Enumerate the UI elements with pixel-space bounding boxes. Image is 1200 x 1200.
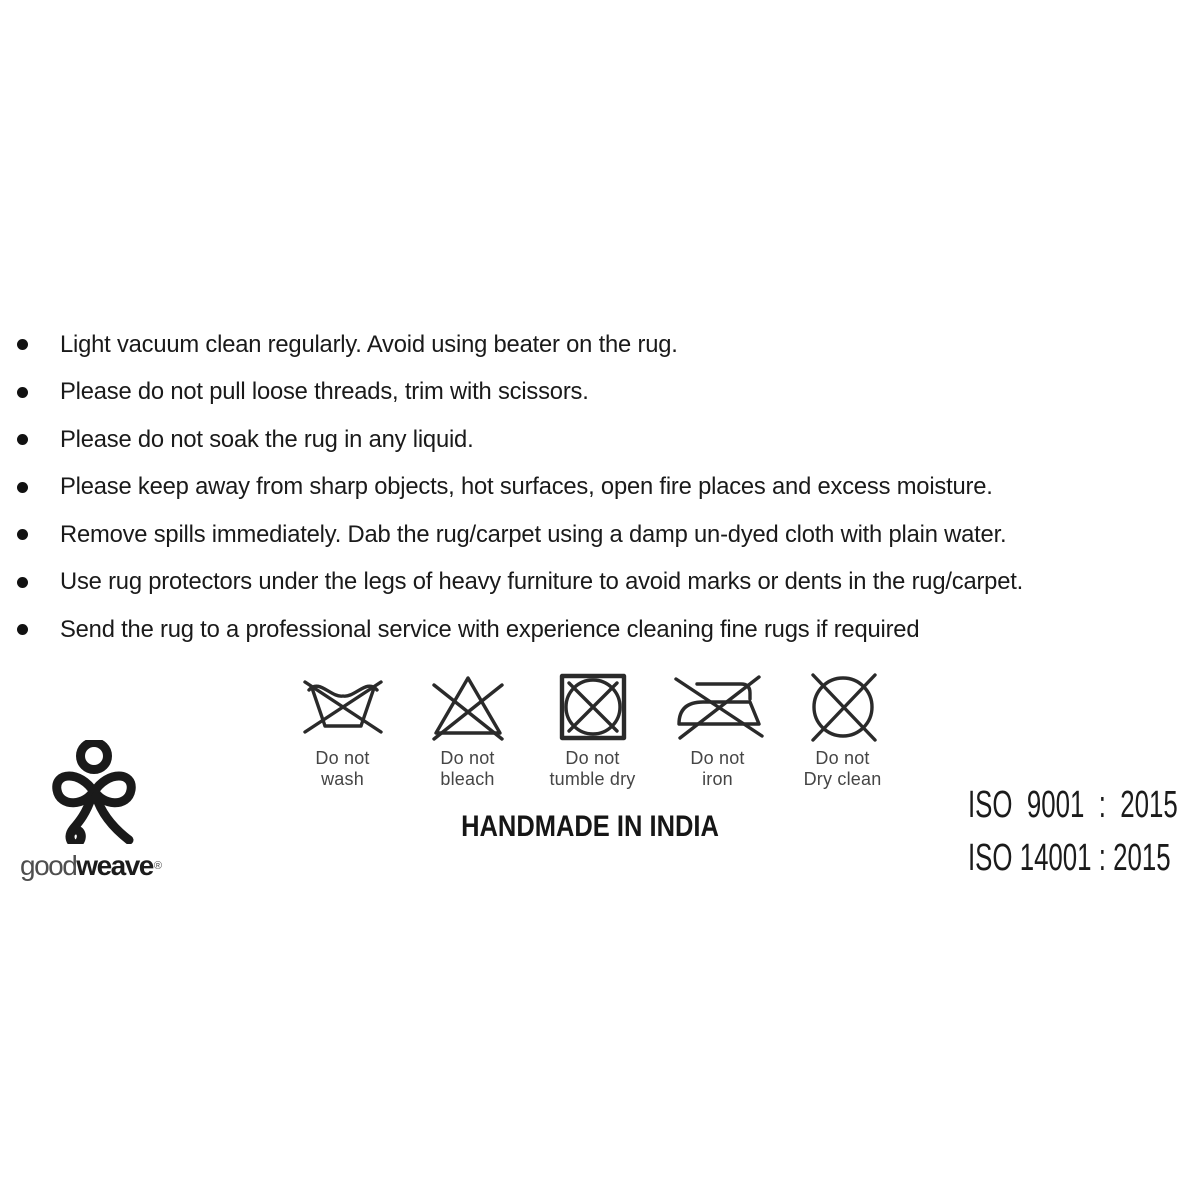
care-instruction-text: Use rug protectors under the legs of heavy furniture to avoid marks or dents in the rug/carpet. [60, 568, 1024, 596]
iso-certifications [968, 779, 1200, 885]
bullet-icon [17, 577, 28, 588]
bullet-icon [17, 482, 28, 493]
bullet-icon [17, 339, 28, 350]
goodweave-wordmark [18, 850, 168, 882]
symbol-label [440, 748, 494, 789]
do-not-bleach-icon [426, 668, 510, 746]
iso-14001-text: ISO 14001 : 2015 [968, 837, 1171, 879]
list-item [0, 321, 1180, 369]
list-item [0, 369, 1180, 417]
symbol-label-line1: Do not [565, 748, 620, 768]
do-not-wash-icon [299, 668, 387, 746]
care-instruction-text: Please do not soak the rug in any liquid. [60, 425, 474, 453]
logo-text-regular: good [20, 850, 77, 881]
symbol-label-line2: wash [321, 768, 364, 789]
care-symbol-do-not-tumble-dry [530, 668, 655, 789]
care-instruction-text: Please do not pull loose threads, trim with scissors. [60, 378, 589, 406]
goodweave-figure-icon [28, 740, 158, 844]
list-item [0, 416, 1180, 464]
symbol-label [315, 748, 369, 789]
symbol-label-line2: bleach [440, 768, 495, 789]
symbol-label-line1: Do not [815, 748, 870, 768]
do-not-tumble-dry-icon [557, 668, 629, 746]
symbol-label-line2: iron [702, 768, 733, 789]
care-instruction-text: Send the rug to a professional service with experience cleaning fine rugs if required [60, 615, 920, 643]
handmade-in-india-text: HANDMADE IN INDIA [461, 810, 719, 843]
bullet-icon [17, 387, 28, 398]
care-instruction-text: Remove spills immediately. Dab the rug/carpet using a damp un-dyed cloth with plain water. [60, 520, 1007, 548]
symbol-label [804, 748, 882, 789]
iso-9001-text: ISO 9001 : 2015 [968, 784, 1178, 826]
care-instructions-list [0, 321, 1180, 654]
symbol-label-line1: Do not [440, 748, 495, 768]
registered-mark: ® [153, 860, 161, 872]
list-item [0, 511, 1180, 559]
do-not-iron-icon [671, 668, 765, 746]
logo-text-bold: weave [76, 850, 153, 881]
goodweave-logo [18, 740, 168, 882]
care-instruction-text: Please keep away from sharp objects, hot surfaces, open fire places and excess moisture. [60, 473, 993, 501]
care-instruction-text: Light vacuum clean regularly. Avoid using beater on the rug. [60, 330, 678, 358]
symbol-label [549, 748, 635, 789]
care-symbols-row [280, 668, 905, 789]
care-symbol-do-not-wash [280, 668, 405, 789]
list-item [0, 606, 1180, 654]
symbol-label [690, 748, 744, 789]
symbol-label-line2: tumble dry [549, 768, 636, 789]
do-not-dry-clean-icon [804, 668, 882, 746]
symbol-label-line1: Do not [315, 748, 370, 768]
symbol-label-line2: Dry clean [803, 768, 882, 789]
bullet-icon [17, 529, 28, 540]
bullet-icon [17, 624, 28, 635]
care-symbol-do-not-iron [655, 668, 780, 789]
list-item [0, 464, 1180, 512]
bullet-icon [17, 434, 28, 445]
care-symbol-do-not-dry-clean [780, 668, 905, 789]
symbol-label-line1: Do not [690, 748, 745, 768]
list-item [0, 559, 1180, 607]
care-symbol-do-not-bleach [405, 668, 530, 789]
